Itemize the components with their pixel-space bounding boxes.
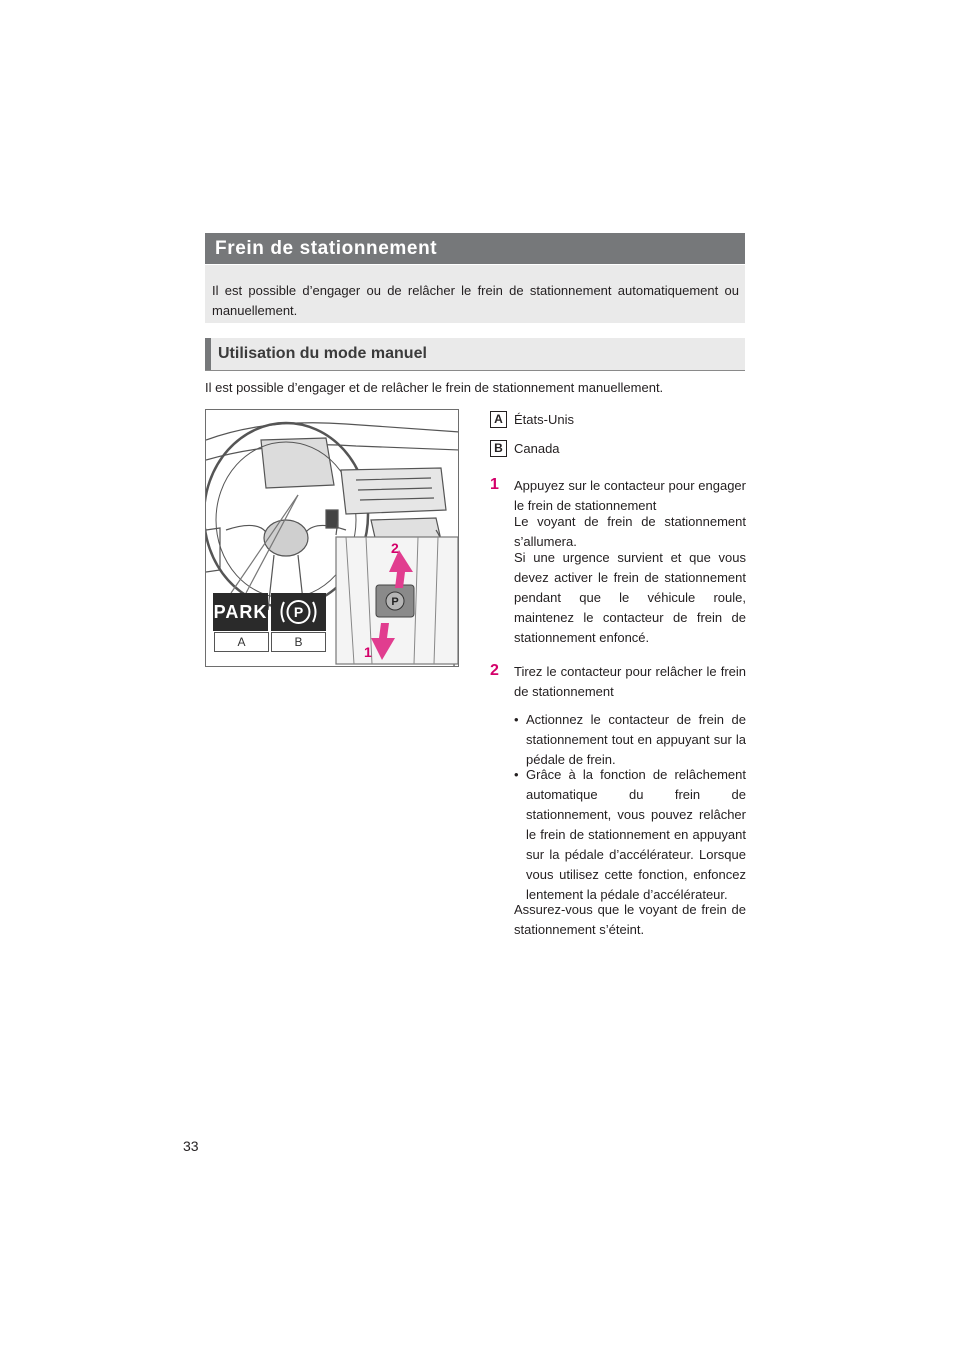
subsection-accent <box>205 338 211 370</box>
step-1-number: 1 <box>490 476 499 493</box>
step-2-bullet-1: • Actionnez le contacteur de frein de stationnement tout en appuyant sur la pédale de frein. <box>514 712 746 767</box>
subsection-title: Utilisation du mode manuel <box>218 345 427 362</box>
legend-text-b: Canada <box>514 441 560 456</box>
intro-text: Il est possible d’engager ou de relâcher le frein de stationnement automatiquement ou manuellement. <box>205 265 745 323</box>
step-1-note-1: Le voyant de frein de stationnement s’allumera. <box>514 514 746 549</box>
page-number: 33 <box>183 1138 199 1154</box>
step-1-text: Appuyez sur le contacteur pour engager le frein de stationnement <box>514 478 746 513</box>
badge-a: A <box>490 411 507 428</box>
label-b: B <box>271 632 326 652</box>
step-1-marker: 1 <box>364 644 372 660</box>
section-title: Frein de stationnement <box>205 233 745 264</box>
brake-indicator <box>271 593 326 631</box>
brake-symbol: P <box>293 604 304 620</box>
park-indicator: PARK <box>213 593 268 631</box>
step-2-text: Tirez le contacteur pour relâcher le frein de stationnement <box>514 664 746 699</box>
step-2-marker: 2 <box>391 540 399 556</box>
subsection-header <box>205 338 745 371</box>
legend-text-a: États-Unis <box>514 412 574 427</box>
body-text: Il est possible d’engager et de relâcher le frein de stationnement manuellement. <box>205 380 664 395</box>
parking-brake-illustration <box>205 409 459 667</box>
step-2-bullet-2: • Grâce à la fonction de relâchement automatique du frein de stationnement, vous pouvez relâcher le frein de stationnement en appuyant sur la pédale d’accélérateur. Lorsque vous utilisez cette fonction, enfoncez lentement la pédale d’accélérateur. <box>514 767 746 902</box>
parking-brake-icon <box>271 593 326 631</box>
bullet-2-text: Grâce à la fonction de relâchement automatique du frein de stationnement, vous pouvez relâcher le frein de stationnement en appuyant sur la pédale d’accélérateur. Lorsque vous utilisez cette fonction, enfoncez lentement la pédale d’accélérateur. <box>526 767 746 902</box>
switch-p-label: P <box>391 596 399 608</box>
bullet-1-text: Actionnez le contacteur de frein de stationnement tout en appuyant sur la pédale de frein. <box>526 712 746 767</box>
step-1-note-2: Si une urgence survient et que vous devez activer le frein de stationnement pendant que le véhicule roule, maintenez le contacteur de frein de stationnement enfoncé. <box>514 550 746 645</box>
step-2-number: 2 <box>490 662 499 679</box>
label-a: A <box>214 632 269 652</box>
closing-text: Assurez-vous que le voyant de frein de stationnement s’éteint. <box>514 902 746 937</box>
badge-b: B <box>490 440 507 457</box>
